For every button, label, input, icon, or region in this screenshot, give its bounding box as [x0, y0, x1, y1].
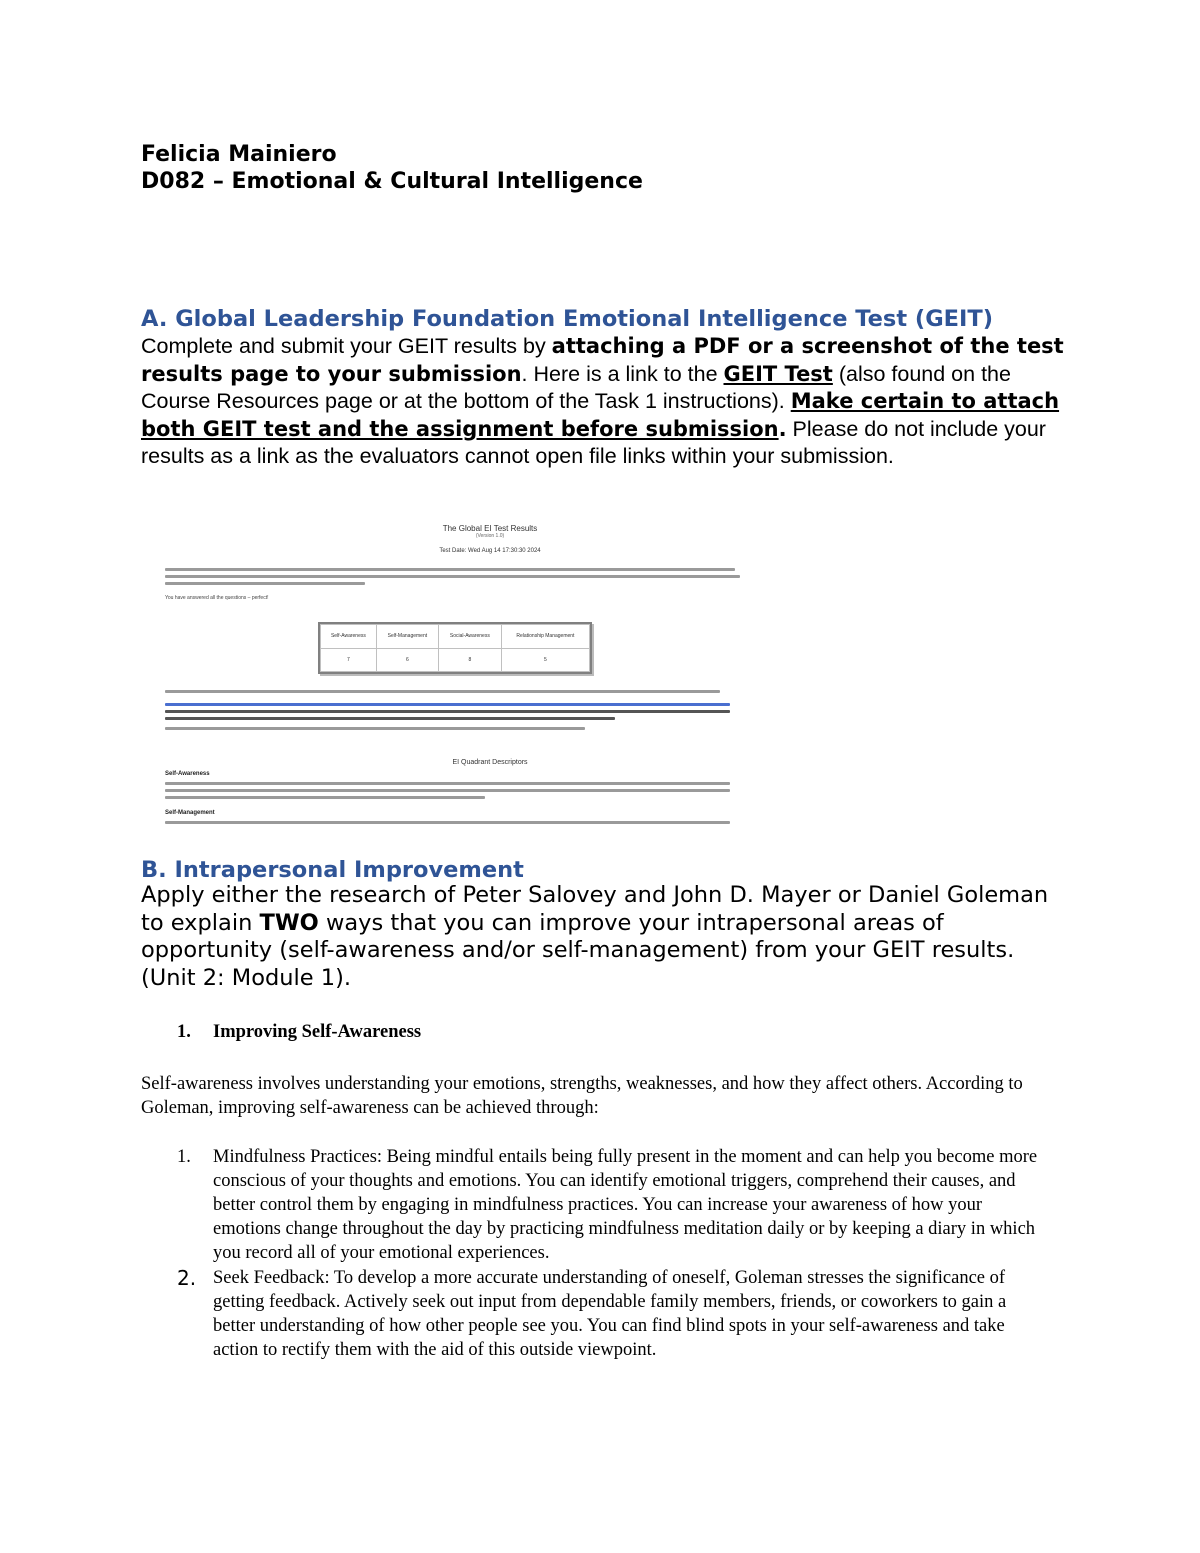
section-a-text-3: (also found on the Course Resources page or at the bottom of the Task 1 instructions).	[141, 361, 1011, 414]
list-item-number: 2.	[177, 1266, 197, 1290]
shot-text-line	[165, 821, 730, 824]
shot-text-line	[165, 782, 730, 785]
shot-title: The Global EI Test Results	[442, 524, 538, 533]
shot-text-line	[165, 582, 365, 585]
shot-score-table	[318, 622, 592, 674]
section-a-text-2: . Here is a link to the	[521, 361, 724, 386]
list-item-text: Mindfulness Practices: Being mindful entails being fully present in the moment and can help you become more conscious of your thoughts and emotions. You can identify emotional triggers, comprehend their causes, and better control them by engaging in mindfulness practices. You can increase your awareness of how your emotions change throughout the day by practicing mindfulness meditation daily or by keeping a diary in which you record all of your emotional experiences.	[213, 1147, 1038, 1263]
shot-label-self-awareness: Self-Awareness	[165, 771, 210, 777]
score-header: Social-Awareness	[438, 625, 501, 649]
section-a-text-4: Please do not include your results as a link as the evaluators cannot open file links within your submission.	[141, 416, 1046, 469]
self-awareness-paragraph: Self-awareness involves understanding your emotions, strengths, weaknesses, and how they affect others. According to Goleman, improving self-awareness can be achieved through:	[141, 1074, 1023, 1118]
subsection-heading	[177, 1020, 421, 1044]
shot-label-self-management: Self-Management	[165, 810, 215, 816]
section-b-heading: B. Intrapersonal Improvement	[141, 857, 524, 883]
section-a-heading: A. Global Leadership Foundation Emotional Intelligence Test (GEIT)	[141, 306, 994, 332]
geit-test-link[interactable]: GEIT Test	[723, 361, 833, 386]
section-a-bold-1: attaching a PDF or a screenshot of the test results page to your submission	[141, 334, 1064, 386]
section-b-text-1: Apply either the research of Peter Salovey and John D. Mayer or Daniel Goleman to explain	[141, 882, 1049, 936]
author-name: Felicia Mainiero	[141, 142, 337, 167]
score-value: 6	[376, 648, 438, 672]
list-item-number: 1.	[177, 1147, 191, 1167]
score-value: 8	[438, 648, 501, 672]
list-item	[177, 1266, 1067, 1362]
list-item-text: Seek Feedback: To develop a more accurate understanding of oneself, Goleman stresses the significance of getting feedback. Actively seek out input from dependable family members, friends, or coworkers to gain a better understanding of how other people see you. You can find blind spots in your self-awareness and take action to rectify them with the aid of this outside viewpoint.	[213, 1268, 1007, 1360]
section-b-body	[141, 882, 1066, 992]
score-value: 7	[321, 648, 377, 672]
shot-text-line	[165, 690, 720, 693]
section-a-period: .	[778, 416, 787, 441]
shot-text-line	[165, 575, 740, 578]
shot-text-line	[165, 789, 730, 792]
shot-answered: You have answered all the questions – perfect!	[165, 595, 269, 601]
score-header: Self-Awareness	[321, 625, 377, 649]
section-a-text-1: Complete and submit your GEIT results by	[141, 334, 552, 358]
score-header: Self-Management	[376, 625, 438, 649]
section-a-body	[141, 333, 1066, 471]
shot-text-line	[165, 727, 585, 730]
shot-text-line	[165, 703, 730, 706]
shot-text-line	[165, 710, 730, 713]
course-title: D082 – Emotional & Cultural Intelligence	[141, 169, 643, 194]
shot-quadrant-title: EI Quadrant Descriptors	[452, 759, 528, 766]
score-value: 5	[501, 648, 589, 672]
shot-text-line	[165, 717, 615, 720]
shot-text-line	[165, 796, 485, 799]
score-header: Relationship Management	[501, 625, 589, 649]
shot-text-line	[165, 568, 735, 571]
section-b-text-2: ways that you can improve your intrapersonal areas of opportunity (self-awareness and/or self-management) from your GEIT results. (Unit 2: Module 1).	[141, 909, 1015, 991]
subsection-title: Improving Self-Awareness	[213, 1022, 422, 1042]
geit-results-screenshot	[165, 518, 765, 833]
section-a-bold-underline: Make certain to attach both GEIT test and the assignment before submission	[141, 389, 1060, 441]
list-item	[177, 1145, 1067, 1265]
shot-date: Test Date: Wed Aug 14 17:30:30 2024	[439, 548, 541, 554]
subsection-number: 1.	[177, 1022, 191, 1042]
shot-version: (Version 1.0)	[475, 533, 505, 539]
section-b-bold: TWO	[259, 909, 319, 936]
